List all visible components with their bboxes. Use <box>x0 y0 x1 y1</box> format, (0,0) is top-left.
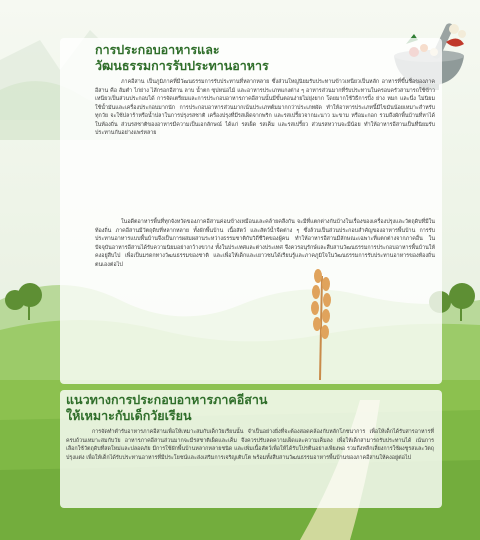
section1-title-line1: การประกอบอาหารและ <box>95 42 220 57</box>
section2-title-line1: แนวทางการประกอบอาหารภาคอีสาน <box>66 392 268 407</box>
section2-title-line2: ให้เหมาะกับเด็กวัยเรียน <box>66 408 192 423</box>
section1-paragraph2: ในอดีตอาหารพื้นที่ทุกจังหวัดของภาคอีสานค่อนข้างเหมือนและคล้ายคลึงกัน จะมีที่แตกต่างกันบ้างในเรื่องของเครื่องปรุงและวัตถุดิบที่มีในท้องถิ่น ภาคอีสานมีวัตถุดิบที่หลากหลาย ทั้งผักพื้นบ้าน เนื้อสัตว์ และสัตว์น้ำจืดต่าง ๆ ซึ่งล้วนเป็นส่วนประกอบสำคัญของอาหารพื้นบ้าน การรับประทานอาหารแบบพื้นบ้านจึงเป็นการผสมผสานระหว่างธรรมชาติกับวิถีชีวิตของผู้คน ทำให้อาหารอีสานมีลักษณะเฉพาะที่แตกต่างจากภาคอื่น ในปัจจุบันอาหารอีสานได้รับความนิยมอย่างกว้างขวาง ทั้งในประเทศและต่างประเทศ จึงควรอนุรักษ์และสืบสานวัฒนธรรมการประกอบอาหารพื้นบ้านให้คงอยู่สืบไป เพื่อเป็นมรดกทางวัฒนธรรมของชาติ และเพื่อให้เด็กและเยาวชนได้เรียนรู้และภาคภูมิใจในวัฒนธรรมการรับประทานอาหารของท้องถิ่นตนเองต่อไป <box>95 219 435 268</box>
section2-paragraph: การจัดทำตำรับอาหารภาคอีสานเพื่อให้เหมาะสมกับเด็กวัยเรียนนั้น จำเป็นอย่างยิ่งที่จะต้องสอดคล้องกับหลักโภชนาการ เพื่อให้เด็กได้รับสารอาหารที่ครบถ้วนเหมาะสมกับวัย อาหารภาคอีสานส่วนมากจะมีรสชาติเผ็ดและเค็ม จึงควรปรับลดความเผ็ดและความเค็มลง เพื่อให้เด็กสามารถรับประทานได้ เน้นการเลือกใช้วัตถุดิบที่สดใหม่และปลอดภัย มีการใช้ผักพื้นบ้านหลากหลายชนิด และเพิ่มเนื้อสัตว์เพื่อให้ได้รับโปรตีนอย่างเพียงพอ รวมถึงหลีกเลี่ยงการใช้ผงชูรสและวัตถุปรุงแต่ง เพื่อให้เด็กได้รับประทานอาหารที่มีประโยชน์และส่งเสริมการเจริญเติบโต พร้อมทั้งสืบสานวัฒนธรรมอาหารพื้นบ้านของภาคอีสานให้คงอยู่ต่อไป <box>66 429 434 461</box>
section1-title-line2: วัฒนธรรมการรับประทานอาหาร <box>95 58 269 73</box>
rice-stalk-icon <box>300 256 340 380</box>
section1-paragraph1: ภาคอีสาน เป็นภูมิภาคที่มีวัฒนธรรมการรับประทานที่หลากหลาย ซึ่งส่วนใหญ่นิยมรับประทานข้าวเหนียวเป็นหลัก อาหารที่ขึ้นชื่อของภาคอีสาน คือ ส้มตำ ไก่ย่าง ไส้กรอกอีสาน ลาบ น้ำตก ซุปหน่อไม้ และอาหารประเภทแกงต่าง ๆ อาหารส่วนมากที่รับประทานในครอบครัวสามารถใช้ข้าวเหนียวเป็นส่วนประกอบได้ การจัดเตรียมและการประกอบอาหารภาคอีสานนั้นมีขั้นตอนง่ายไม่ยุ่งยาก โดยมากใช้วิธีการปิ้ง ย่าง หมก และนึ่ง ไม่นิยมใช้น้ำมันและเครื่องประกอบมากนัก การประกอบอาหารส่วนมากเน้นประเภทต้มมากกว่าประเภทผัด ทำให้อาหารประเภทนี้มีไขมันน้อยเหมาะสำหรับทุกวัย จะใช้ปลาร้าหรือน้ำปลาในการปรุงรสชาติ เครื่องปรุงที่มีรสเผ็ดจากพริก และรสเปรี้ยวจากมะนาว มะขาม หรือมะกอก รวมถึงผักพื้นบ้านที่หาได้ในท้องถิ่น ส่วนรสชาติของอาหารมีความเป็นเอกลักษณ์ ได้แก่ รสเผ็ด รสเค็ม และรสเปรี้ยว ส่วนรสหวานจะมีน้อย ทำให้อาหารอีสานเป็นที่นิยมรับประทานกันอย่างแพร่หลาย <box>95 79 435 137</box>
